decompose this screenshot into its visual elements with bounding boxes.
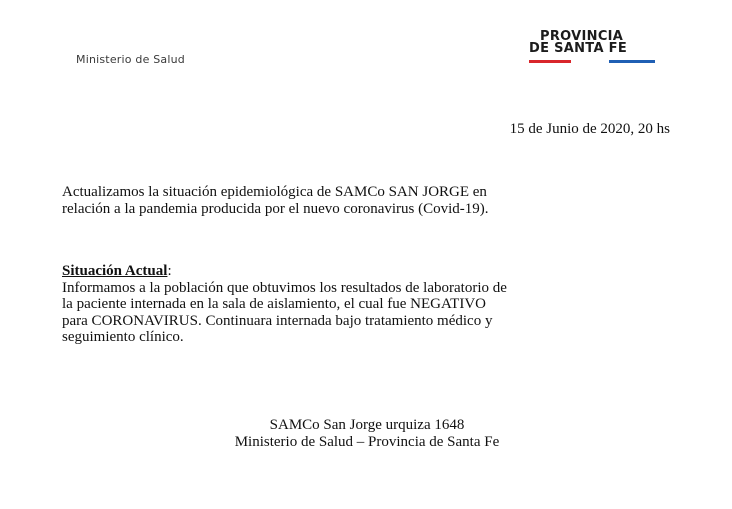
intro-line: relación a la pandemia producida por el nuevo coronavirus (Covid-19).	[62, 200, 489, 217]
logo-blue-bar	[609, 60, 655, 63]
footer-address: SAMCo San Jorge urquiza 1648	[269, 417, 465, 433]
footer	[0, 417, 732, 451]
logo-red-bar	[529, 60, 571, 63]
situation-section	[62, 263, 682, 346]
situation-line: la paciente internada en la sala de aislamiento, el cual fue NEGATIVO	[62, 296, 486, 312]
ministry-label: Ministerio de Salud	[76, 53, 185, 66]
situation-line: para CORONAVIRUS. Continuara internada bajo tratamiento médico y	[62, 312, 493, 329]
situation-heading-colon: :	[167, 263, 172, 279]
logo-line-2: DE SANTA FE	[529, 41, 628, 56]
situation-line: Informamos a la población que obtuvimos los resultados de laboratorio de	[62, 279, 507, 296]
situation-heading: Situación Actual	[62, 263, 168, 279]
intro-paragraph	[62, 184, 682, 217]
intro-line: Actualizamos la situación epidemiológica de SAMCo SAN JORGE en	[62, 184, 487, 200]
document-date: 15 de Junio de 2020, 20 hs	[509, 121, 670, 137]
situation-line: seguimiento clínico.	[62, 329, 184, 345]
footer-ministry: Ministerio de Salud – Provincia de Santa Fe	[234, 434, 500, 450]
provincia-santa-fe-logo	[526, 30, 658, 70]
logo-line-1: PROVINCIA	[540, 29, 624, 44]
situation-heading-line	[62, 263, 682, 280]
